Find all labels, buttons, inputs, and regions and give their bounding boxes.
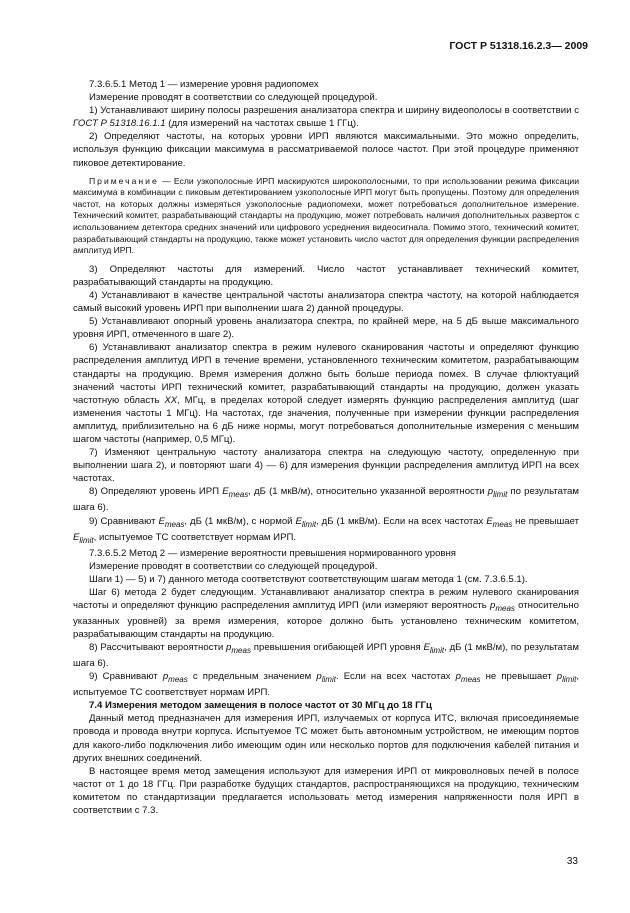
paragraph: 2) Определяют частоты, на которых уровни ИРП являются максимальными. Это можно определить, используя функцию фиксации максимума в рассматриваемой полосе частот. При этой процедуре применяют пиковое детектирование. [73,131,579,169]
paragraph: Данный метод предназначен для измерения ИРП, излучаемых от корпуса ИТС, включая присоединяемые провода и провода внутри корпуса. Испытуемое ТС может быть автономным устройством, не имеющим портов для какого-либо подключения либо имеющим один или несколько портов для подключения кабелей питания и других внешних соединений. [73,713,579,764]
paragraph: 4) Устанавливают в качестве центральной частоты анализатора спектра частоту, на которой наблюдается самый высокий уровень ИРП при выполнении шага 2) данной процедуры. [73,290,579,315]
paragraph: 8) Определяют уровень ИРП $E_{meas}$, дБ (1 мкВ/м), относительно указанной вероятности $p_{limit}$ по результатам шага 6). [73,486,579,514]
paragraph: 1) Устанавливают ширину полосы разрешения анализатора спектра и ширину видеополосы в соответствии с ГОСТ Р 51318.16.1.1 (для измерений на частотах свыше 1 ГГц). [73,105,579,130]
paragraph: 6) Устанавливают анализатор спектра в режим нулевого сканирования частоты и определяют функцию распределения амплитуд ИРП в течение времени, установленного техническим комитетом, разрабатывающим стандарты на продукцию. Время измерения должно быть больше периода помех. В случае флюктуаций значений частоты ИРП технический комитет, разрабатывающий стандарты на продукцию, должен указать частотную область XX, МГц, в пределах которой следует измерять функцию распределения амплитуд (шаг изменения частоты 1 МГц). На частотах, где значения, полученные при измерении функции распределения амплитуд, приблизительно на 6 дБ ниже нормы, могут потребоваться дополнительные измерения с меньшим шагом частоты (например, 0,5 МГц). [73,342,579,446]
paragraph: 8) Рассчитывают вероятности $p_{meas}$ превышения огибающей ИРП уровня $E_{limit}$, дБ (1 мкВ/м), по результатам шага 6). [73,642,579,670]
document-header: ГОСТ Р 51318.16.2.3— 2009 [449,40,588,52]
section-heading-7-4: 7.4 Измерения методом замещения в полосе частот от 30 МГц до 18 ГГц [89,700,432,712]
paragraph: 9) Сравнивают $E_{meas}$, дБ (1 мкВ/м), с нормой $E_{limit}$, дБ (1 мкВ/м). Если на всех частотах $E_{meas}$ не превышает $E_{limit}$, испытуемое ТС соответствует нормам ИРП. [73,515,580,545]
paragraph: Шаги 1) — 5) и 7) данного метода соответствуют соответствующим шагам метода 1 (см. 7.3.6.5.1). [89,573,528,585]
paragraph: 7) Изменяют центральную частоту анализатора спектра на следующую частоту, определенную при выполнении шага 2), и повторяют шаги 4) — 6) для измерения функции распределения амплитуд ИРП на всех частотах. [73,447,579,485]
note-label: Примечание [89,175,159,186]
paragraph: Измерение проводят в соответствии со следующей процедурой. [89,560,378,572]
paragraph: 9) Сравнивают $p_{meas}$ с предельным значением $p_{limit}$. Если на всех частотах $p_{meas}$ не превышает $p_{limit}$, испытуемое ТС соответствует нормам ИРП. [73,671,580,699]
document-body [73,78,579,817]
subsection-heading-method-2: 7.3.6.5.2 Метод 2 — измерение вероятности превышения нормированного уровня [89,547,457,559]
paragraph: Шаг 6) метода 2 будет следующим. Устанавливают анализатор спектра в режим нулевого сканирования частоты и определяют функцию распределения амплитуд ИРП (или измеряют вероятность $p_{meas}$ относительно указанных уровней) за время измерения, которое должно быть установлено техническим комитетом, разрабатывающим стандарты на продукцию. [73,586,579,640]
paragraph: 3) Определяют частоты для измерений. Число частот устанавливает технический комитет, разрабатывающий стандарты на продукцию. [73,263,579,288]
page-number: 33 [566,856,578,867]
note: Примечание — Если узкополосные ИРП маскируются широкополосными, то при использовании режима фиксации максимума в комбинации с пиковым детектированием узкополосные ИРП могут быть пропущены. Поэтому для определения частот, на которых должны измеряться узкополосные радиопомехи, может потребоваться дополнительное измерение. Технический комитет, разрабатывающий стандарты на продукцию, может потребовать наличия дополнительных разверток с использованием детектора средних значений или цифрового усреднения видеосигнала. Помимо этого, технический комитет, разрабатывающий стандарты на продукцию, также может установить число частот для определения функции распределения амплитуд ИРП. [73,175,579,256]
subsection-heading-method-1: 7.3.6.5.1 Метод 1 — измерение уровня радиопомех [89,79,319,90]
paragraph: В настоящее время метод замещения используют для измерения ИРП от микроволновых печей в полосе частот от 1 до 18 ГГц. При разработке будущих стандартов, распространяющихся на продукцию, техническим комитетом по стандартизации предлагается использовать метод измерения напряженности поля ИРП в соответствии с 7.3. [73,765,579,816]
paragraph: 5) Устанавливают опорный уровень анализатора спектра, по крайней мере, на 5 дБ выше максимального уровня ИРП, отмеченного в шаге 2). [73,316,579,341]
standard-reference: ГОСТ Р 51318.16.1.1 [73,118,166,130]
paragraph: Измерение проводят в соответствии со следующей процедурой. [89,92,378,104]
